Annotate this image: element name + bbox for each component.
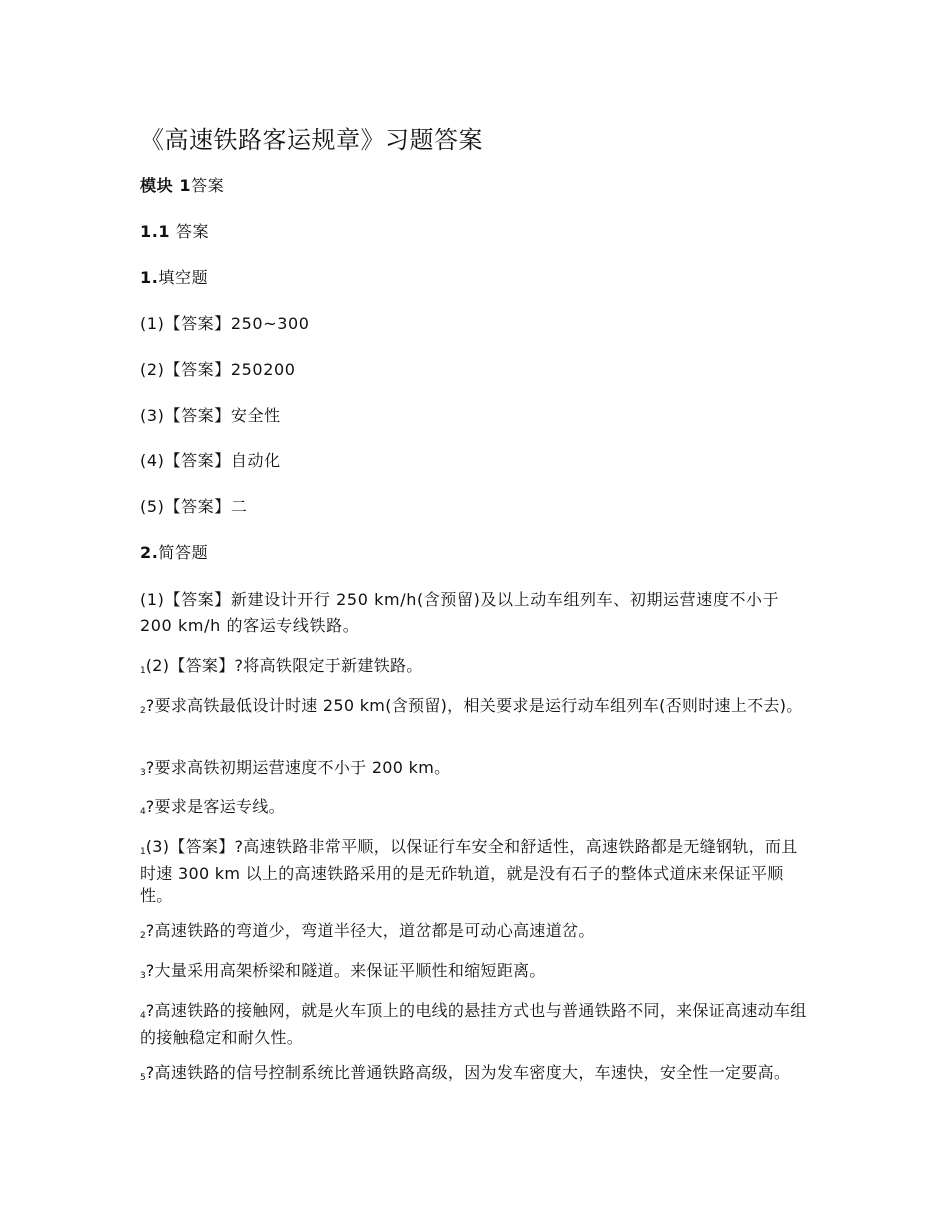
- point-text: ?高速铁路的信号控制系统比普通铁路高级，因为发车密度大，车速快，安全性一定要高。: [145, 1063, 791, 1082]
- fill-answer-3: (3)【答案】安全性: [140, 406, 281, 425]
- short-answer-heading-number: 2.: [140, 543, 159, 562]
- short-answer-2-point-2: [140, 695, 812, 722]
- short-answer-heading: [140, 542, 208, 564]
- short-answer-2-point-3: [140, 757, 812, 784]
- section-heading-number: 1.1: [140, 222, 171, 241]
- point-number: 5: [140, 1073, 146, 1083]
- point-number: 1: [140, 666, 146, 676]
- module-heading-label: 答案: [191, 176, 225, 195]
- short-answer-3-point-2: [140, 920, 812, 947]
- short-answer-1: (1)【答案】新建设计开行 250 km/h(含预留)及以上动车组列车、初期运营速度不小于 200 km/h 的客运专线铁路。: [140, 590, 780, 635]
- point-text: ?高速铁路的接触网，就是火车顶上的电线的悬挂方式也与普通铁路不同，来保证高速动车组的接触稳定和耐久性。: [140, 1001, 807, 1047]
- fill-blank-heading: [140, 267, 208, 289]
- point-text: ?要求高铁初期运营速度不小于 200 km。: [145, 758, 451, 777]
- point-number: 2: [140, 706, 146, 716]
- short-answer-3-point-5: [140, 1062, 812, 1089]
- fill-answer-4: (4)【答案】自动化: [140, 451, 281, 470]
- fill-blank-heading-label: 填空题: [158, 268, 209, 287]
- point-number: 2: [140, 931, 146, 941]
- fill-answer-5: (5)【答案】二: [140, 497, 248, 516]
- module-heading-number: 模块 1: [140, 176, 192, 195]
- section-heading: [140, 221, 209, 243]
- point-text: ?大量采用高架桥梁和隧道。来保证平顺性和缩短距离。: [145, 961, 546, 980]
- short-answer-2-point-1: [140, 655, 812, 682]
- fill-blank-heading-number: 1.: [140, 268, 159, 287]
- section-heading-label: 答案: [175, 222, 210, 241]
- point-number: 1: [140, 847, 146, 857]
- point-number: 3: [140, 768, 146, 778]
- point-text: ?要求高铁最低设计时速 250 km(含预留)，相关要求是运行动车组列车(否则时速上不去)。: [145, 696, 803, 715]
- short-answer-heading-label: 简答题: [158, 543, 209, 562]
- short-answer-3-point-3: [140, 960, 812, 987]
- module-heading: [140, 175, 224, 197]
- short-answer-3-point-4: [140, 1000, 812, 1049]
- point-number: 4: [140, 807, 146, 817]
- fill-answer-1: (1)【答案】250~300: [140, 314, 310, 333]
- short-answer-2-point-4: [140, 796, 812, 823]
- point-text: ?要求是客运专线。: [145, 797, 285, 816]
- point-text: ?高速铁路的弯道少，弯道半径大，道岔都是可动心高速道岔。: [145, 921, 595, 940]
- document-title: 《高速铁路客运规章》习题答案: [140, 126, 483, 154]
- point-text: (2)【答案】?将高铁限定于新建铁路。: [145, 656, 423, 675]
- point-number: 4: [140, 1011, 146, 1021]
- point-number: 3: [140, 971, 146, 981]
- point-text: (3)【答案】?高速铁路非常平顺，以保证行车安全和舒适性，高速铁路都是无缝钢轨，而且时速 300 km 以上的高速铁路采用的是无砟轨道，就是没有石子的整体式道床来保证平顺性。: [140, 837, 798, 905]
- fill-answer-2: (2)【答案】250200: [140, 360, 296, 379]
- short-answer-3-point-1: [140, 836, 812, 907]
